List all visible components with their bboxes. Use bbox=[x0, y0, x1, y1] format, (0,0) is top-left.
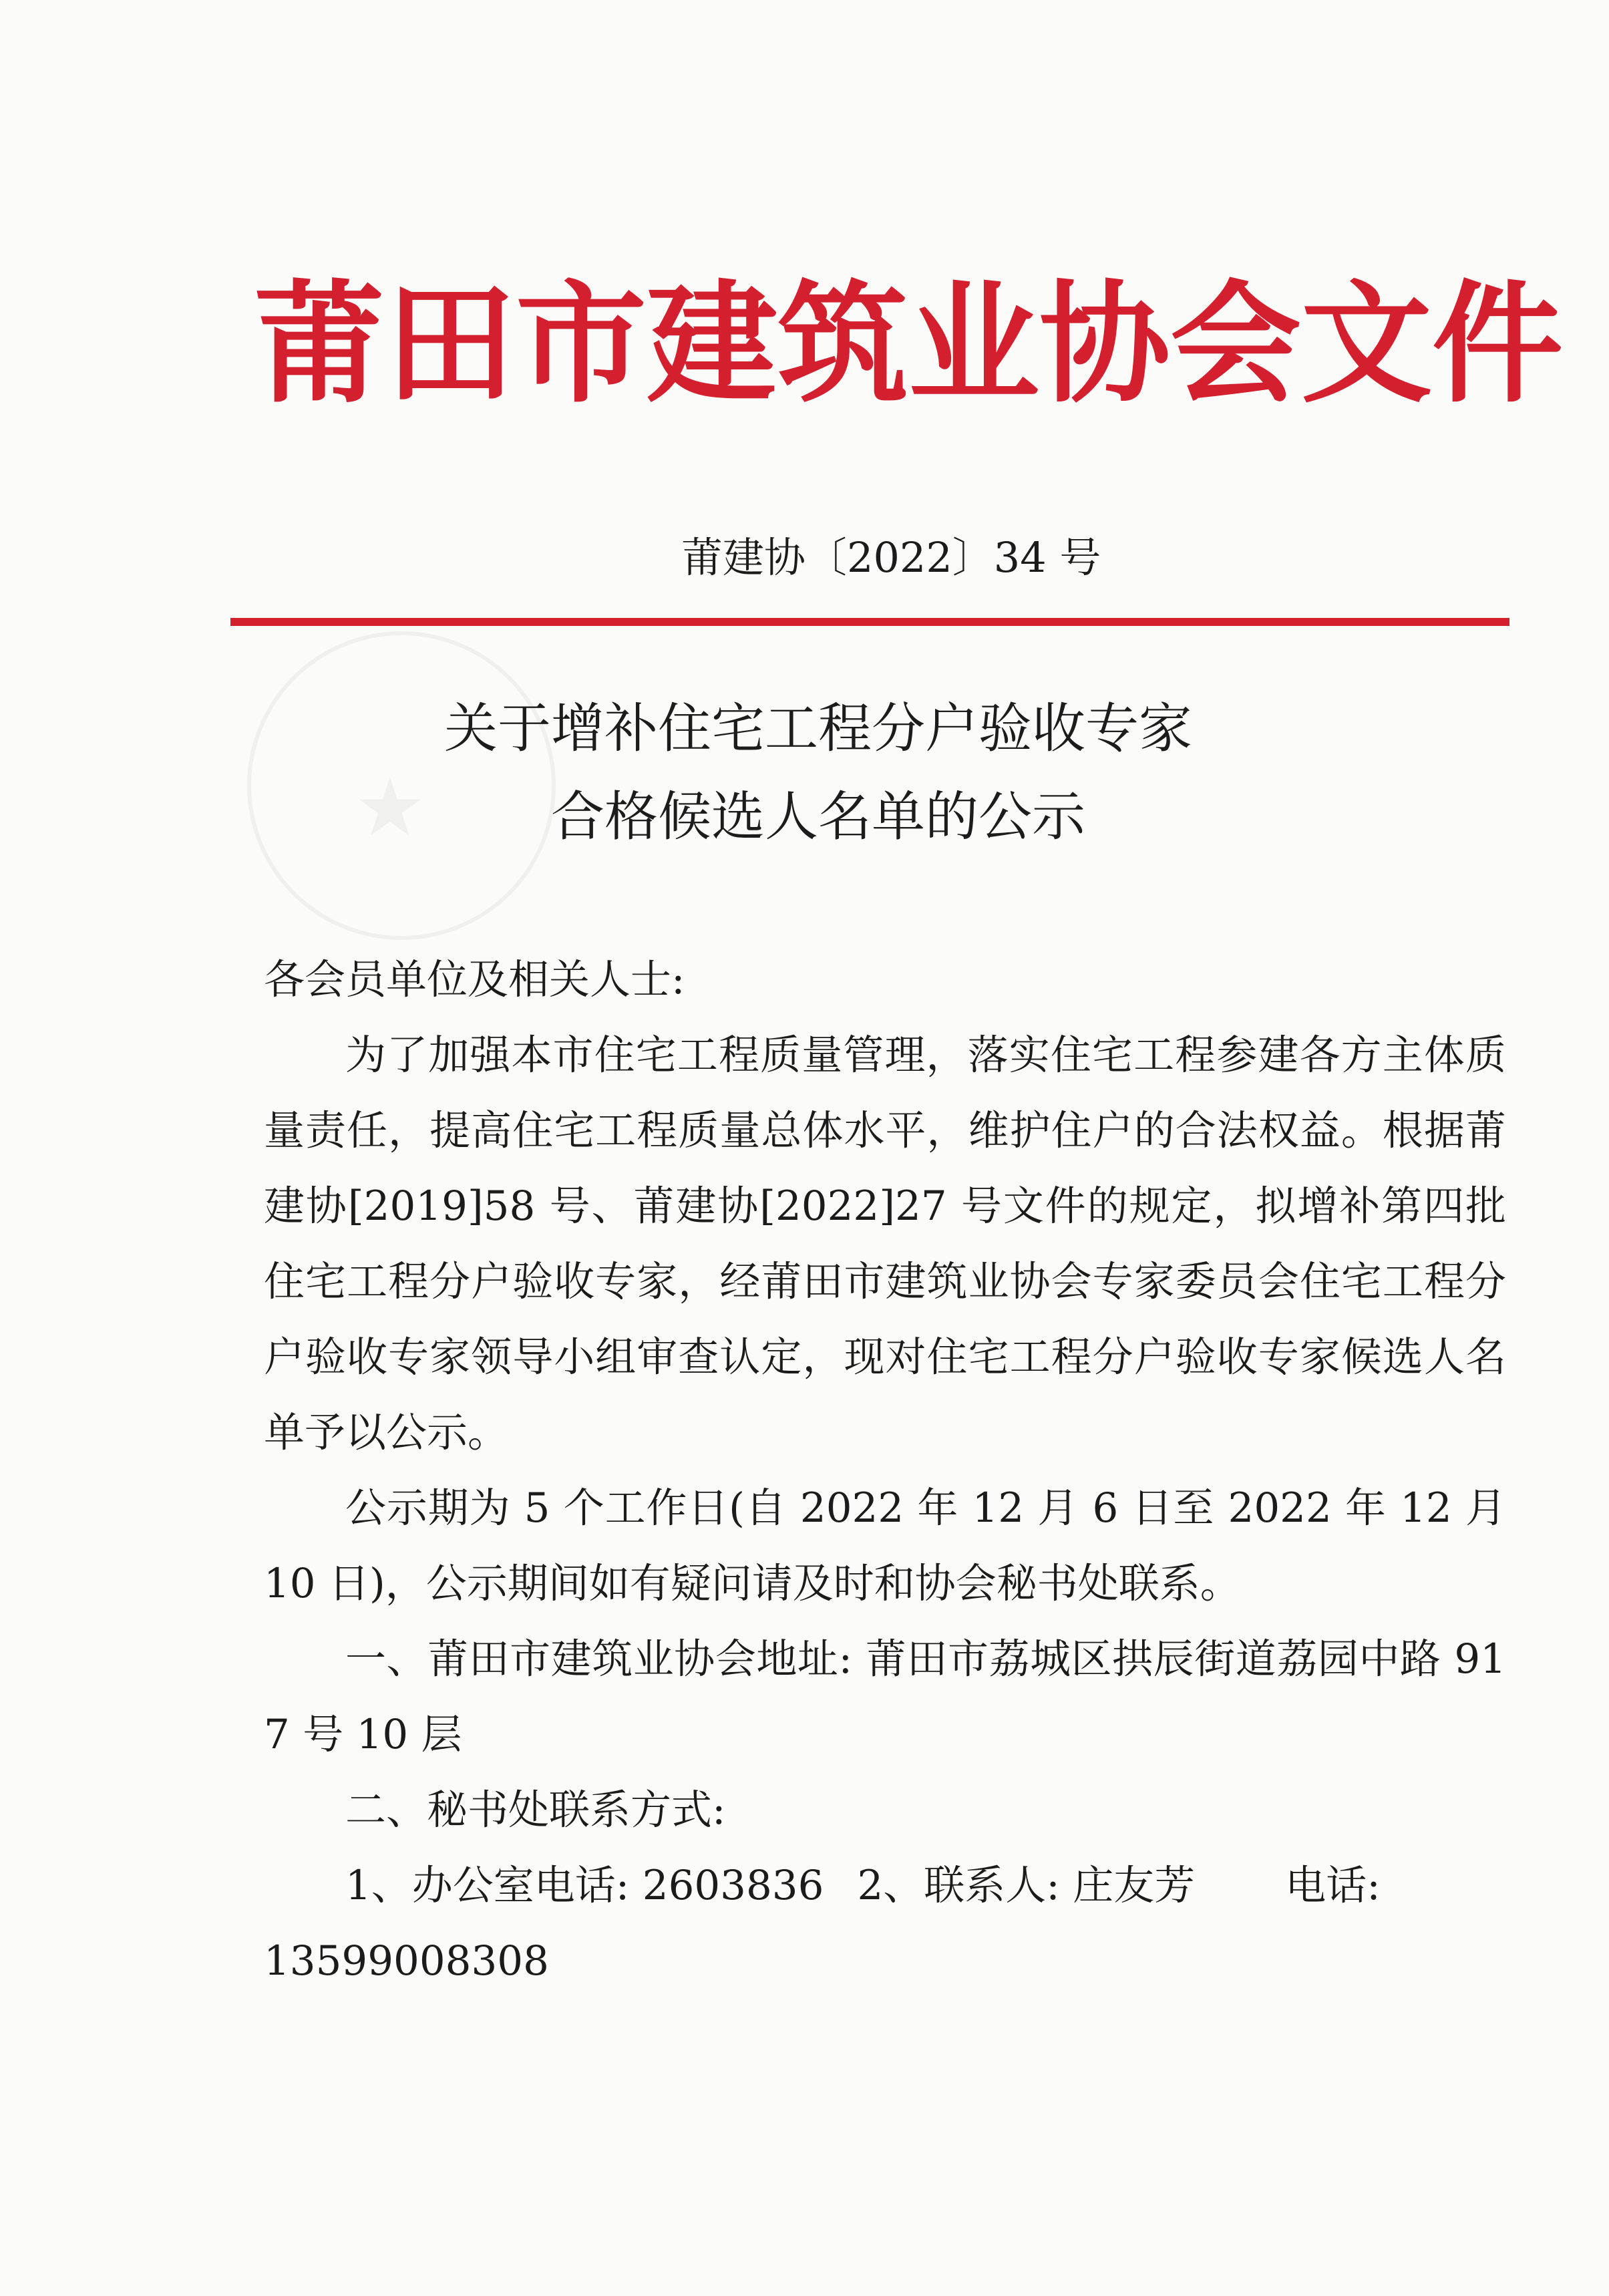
contact-person: 2、联系人: 庄友芳 bbox=[857, 1862, 1196, 1909]
notice-title-line-2: 合格候选人名单的公示 bbox=[551, 786, 1085, 848]
paragraph-period: 公示期为 5 个工作日(自 2022 年 12 月 6 日至 2022 年 12 月 10 日)，公示期间如有疑问请及时和协会秘书处联系。 bbox=[264, 1484, 1506, 1607]
letterhead-red-rule bbox=[230, 618, 1509, 626]
notice-title-line-1: 关于增补住宅工程分户验收专家 bbox=[444, 697, 1192, 760]
contact-heading: 二、秘书处联系方式: bbox=[345, 1786, 726, 1834]
paragraph-purpose: 为了加强本市住宅工程质量管理，落实住宅工程参建各方主体质量责任，提高住宅工程质量总体水平，维护住户的合法权益。根据莆建协[2019]58 号、莆建协[2022]27 号文件的规定，拟增补第四批住宅工程分户验收专家，经莆田市建筑业协会专家委员会住宅工程分户验收专家领导小组审查认定，现对住宅工程分户验收专家候选人名单予以公示。 bbox=[264, 1031, 1506, 1456]
notice-body bbox=[264, 942, 1506, 1999]
office-phone: 1、办公室电话: 2603836 bbox=[345, 1862, 824, 1909]
document-number: 莆建协〔2022〕34 号 bbox=[681, 533, 1101, 582]
phone-number: 13599008308 bbox=[264, 1937, 549, 1985]
letterhead-title: 莆田市建筑业协会文件 bbox=[254, 267, 1564, 421]
phone-label: 电话: bbox=[1285, 1862, 1381, 1909]
seal-star-icon: ★ bbox=[354, 762, 426, 854]
notice-title bbox=[267, 685, 1369, 861]
association-address: 一、莆田市建筑业协会地址: 莆田市荔城区拱辰街道荔园中路 917 号 10 层 bbox=[264, 1635, 1506, 1758]
salutation: 各会员单位及相关人士: bbox=[264, 956, 685, 1003]
contact-row bbox=[264, 1848, 1506, 1923]
